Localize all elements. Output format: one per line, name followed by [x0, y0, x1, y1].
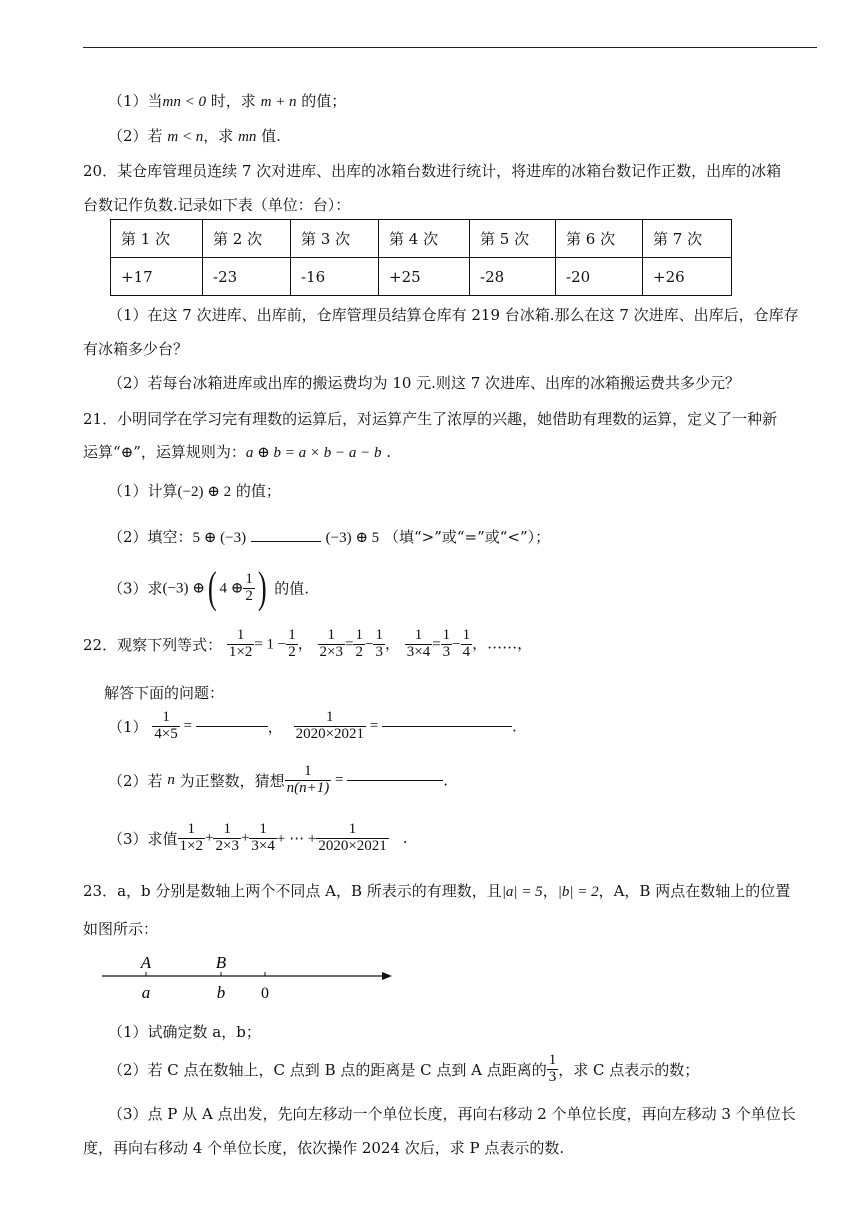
- q19-part2: [108, 125, 281, 146]
- operation-rule: a ⊕ b = a × b − a − b: [245, 445, 382, 461]
- text: 为正整数，猜想: [174, 771, 285, 790]
- math-expr: (−3) ⊕: [162, 580, 205, 597]
- text: 的值；: [296, 92, 347, 110]
- q20-stem-line2: 台数记作负数.记录如下表（单位：台）：: [83, 196, 351, 214]
- fraction: [547, 1053, 559, 1086]
- answer-blank[interactable]: [347, 780, 443, 781]
- denominator: 2×3: [319, 643, 344, 660]
- math-var: n: [167, 771, 175, 788]
- fraction: [243, 572, 255, 605]
- zero-label: 0: [261, 985, 269, 1002]
- denominator: 4: [462, 643, 471, 660]
- fraction: [373, 628, 385, 661]
- table-header-cell: 第 7 次: [643, 220, 732, 258]
- fraction: [461, 628, 473, 661]
- q22-part2: （2）若 n 为正整数，猜想 $\frac{1}{n(n+1)}$ = .: [108, 763, 448, 796]
- text: 的值；: [231, 482, 281, 500]
- text: （2）若 C 点在数轴上，C 点到 B 点的距离是 C 点到 A 点距离的: [108, 1060, 547, 1079]
- table-cell: +26: [643, 258, 732, 296]
- math-expr: =: [432, 636, 441, 653]
- table-header-row: [111, 220, 732, 258]
- numerator: 1: [223, 821, 231, 837]
- text: （填“>”或“=”或“<”）；: [383, 528, 551, 546]
- q19-part1: [108, 90, 346, 111]
- text: ，求: [203, 127, 239, 145]
- value-b-label: b: [216, 983, 226, 1002]
- header-rule: [83, 47, 817, 48]
- text: （2）填空：: [108, 528, 193, 546]
- table-value-row: [111, 258, 732, 296]
- q20-part1-line1: （1）在这 7 次进库、出库前，仓库管理员结算仓库有 219 台冰箱.那么在这 7 次进库、出库后，仓库存: [108, 306, 799, 324]
- denominator: 2020×2021: [295, 725, 365, 742]
- table-cell: -20: [556, 258, 643, 296]
- fraction: [152, 710, 179, 743]
- table-header-cell: 第 5 次: [470, 220, 556, 258]
- table-header-cell: 第 2 次: [203, 220, 291, 258]
- denominator: 2020×2021: [318, 837, 387, 854]
- q21-part2: [108, 526, 550, 547]
- table-cell: -16: [291, 258, 379, 296]
- q23-stem-line1: 23．a，b 分别是数轴上两个不同点 A，B 所表示的有理数，且|a| = 5，|b| = 2，A，B 两点在数轴上的位置: [83, 882, 791, 900]
- denominator: 1×2: [228, 643, 253, 660]
- q22-part3: （3）求值 $\frac{1}{1\times 2}$ + $\frac{1}{2\times 3}$ + $\frac{1}{3\times 4}$ + ⋯ + $\frac{1}{2020\times 2021}$ .: [108, 821, 408, 854]
- denominator: 3×4: [251, 837, 275, 854]
- text: ，求 C 点表示的数；: [558, 1060, 700, 1079]
- math-expr: |b| = 2: [557, 884, 599, 900]
- text: （2）若: [108, 771, 168, 790]
- text: 的值.: [269, 579, 310, 598]
- math-expr: =: [345, 636, 354, 653]
- math-expr: (−2) ⊕ 2: [177, 484, 232, 500]
- q23-part1: （1）试确定数 a，b；: [108, 1023, 261, 1041]
- numerator: 1: [442, 627, 451, 643]
- math-expr: m < n: [167, 129, 204, 145]
- fraction: [178, 822, 205, 855]
- table-cell: +25: [379, 258, 470, 296]
- math-expr: mn < 0: [162, 94, 207, 110]
- table-cell: -28: [470, 258, 556, 296]
- q20-part1-line2: 有冰箱多少台？: [83, 340, 189, 358]
- q22-answer-label: 解答下面的问题：: [104, 684, 225, 702]
- numerator: 1: [259, 821, 267, 837]
- fraction: [318, 628, 345, 661]
- text: a，b 分别是数轴上两个不同点 A，B 所表示的有理数，且: [117, 882, 502, 900]
- fraction: [294, 710, 366, 743]
- fraction: [213, 822, 240, 855]
- q22-equations: 22．观察下列等式： $\frac{1}{1\times 2}$ = 1 − $\frac{1}{2}$ ， $\frac{1}{2\times 3}$ = $\frac{1}{2}$ − $\frac{1}{3}$ ， $\frac{1}{3\times 4}$ = $\frac{1}{3}$ − $\frac{1}{4}$ ，……，: [83, 627, 533, 660]
- table-header-cell: 第 4 次: [379, 220, 470, 258]
- text: 时，求: [206, 92, 261, 110]
- denominator: n(n+1): [286, 779, 330, 796]
- numerator: 1: [375, 627, 383, 643]
- text: ，A，B 两点在数轴上的位置: [598, 882, 791, 900]
- q21-part3: [108, 563, 310, 612]
- q21-stem-line2: [83, 441, 391, 462]
- table-header-cell: 第 3 次: [291, 220, 379, 258]
- numerator: 1: [288, 627, 296, 643]
- numerator: 1: [236, 627, 245, 643]
- q23-part3-line2: 度，再向右移动 4 个单位长度，依次操作 2024 次后，求 P 点表示的数.: [83, 1139, 565, 1157]
- denominator: 4×5: [154, 725, 178, 742]
- text: （3）求: [108, 579, 163, 598]
- text: ，……，: [472, 634, 533, 653]
- paren-right: ): [257, 563, 267, 612]
- fraction: [285, 764, 332, 797]
- fraction: [405, 628, 432, 661]
- denominator: 2: [245, 587, 253, 604]
- fraction: [227, 628, 254, 661]
- answer-blank[interactable]: [251, 541, 321, 542]
- numerator: 1: [327, 627, 336, 643]
- answer-blank[interactable]: [196, 726, 268, 727]
- value-a-label: a: [141, 983, 151, 1002]
- q20-stem-line1: 20．某仓库管理员连续 7 次对进库、出库的冰箱台数进行统计，将进库的冰箱台数记作正数，出库的冰箱: [83, 162, 782, 180]
- record-table: [110, 219, 732, 296]
- question-label: 22．观察下列等式：: [83, 635, 223, 654]
- fraction: [316, 822, 388, 855]
- denominator: 3: [548, 1068, 557, 1085]
- part-number: （1）: [108, 717, 148, 736]
- numerator: 1: [548, 1052, 557, 1068]
- denominator: 3×4: [406, 643, 431, 660]
- q21-part1: [108, 480, 281, 501]
- fraction: [286, 628, 298, 661]
- numerator: 1: [414, 627, 423, 643]
- numerator: 1: [304, 763, 312, 779]
- math-expr: |a| = 5: [501, 884, 543, 900]
- part-number: （2）若: [108, 127, 168, 145]
- point-B-label: B: [215, 953, 227, 972]
- paren-left: (: [207, 563, 217, 612]
- denominator: 3: [375, 643, 383, 660]
- math-expr: m + n: [260, 94, 297, 110]
- text: 值.: [256, 127, 281, 145]
- axis-arrow-icon: [382, 972, 392, 980]
- fraction: [249, 822, 276, 855]
- numerator: 1: [326, 709, 334, 725]
- denominator: 1×2: [179, 837, 204, 854]
- numerator: 1: [187, 821, 196, 837]
- table-cell: -23: [203, 258, 291, 296]
- text: .: [402, 829, 408, 848]
- fraction: [441, 628, 453, 661]
- denominator: 2: [288, 643, 296, 660]
- fraction: [353, 628, 365, 661]
- question-number: 23．: [83, 882, 118, 900]
- point-A-label: A: [140, 953, 152, 972]
- text: （1）计算: [108, 482, 178, 500]
- q23-part3-line1: （3）点 P 从 A 点出发，先向左移动一个单位长度，再向右移动 2 个单位长度，再向左移动 3 个单位长: [108, 1105, 796, 1123]
- number-line-figure: [100, 948, 400, 1006]
- denominator: 3: [442, 643, 451, 660]
- math-expr: 4 ⊕: [219, 580, 244, 597]
- math-expr: mn: [238, 129, 257, 145]
- text: （3）求值: [108, 829, 178, 848]
- numerator: 1: [462, 627, 471, 643]
- denominator: 2: [355, 643, 363, 660]
- q22-part1: （1） $\frac{1}{4\times 5}$ = ， $\frac{1}{2020\times 2021}$ = .: [108, 709, 517, 742]
- q20-part2: （2）若每台冰箱进库或出库的搬运费均为 10 元.则这 7 次进库、出库的冰箱搬运费共多少元？: [108, 374, 741, 392]
- numerator: 1: [162, 709, 170, 725]
- table-header-cell: 第 6 次: [556, 220, 643, 258]
- q23-stem-line2: 如图所示：: [83, 920, 159, 938]
- answer-blank[interactable]: [382, 726, 512, 727]
- text: 运算“⊕”，运算规则为：: [83, 443, 246, 461]
- text: .: [381, 443, 392, 461]
- q21-stem-line1: 21．小明同学在学习完有理数的运算后，对运算产生了浓厚的兴趣，她借助有理数的运算，定义了一种新: [83, 410, 778, 428]
- part-number: （1）当: [108, 92, 163, 110]
- math-expr: = 1 −: [254, 636, 287, 653]
- q23-part2: [108, 1053, 699, 1086]
- math-expr: + ⋯ +: [276, 830, 317, 847]
- numerator: 1: [348, 821, 357, 837]
- math-expr: (−3) ⊕ 5: [325, 530, 380, 546]
- table-cell: +17: [111, 258, 203, 296]
- table-header-cell: 第 1 次: [111, 220, 203, 258]
- math-expr: 5 ⊕ (−3): [192, 530, 247, 546]
- numerator: 1: [355, 627, 363, 643]
- denominator: 2×3: [215, 837, 239, 854]
- numerator: 1: [245, 570, 253, 587]
